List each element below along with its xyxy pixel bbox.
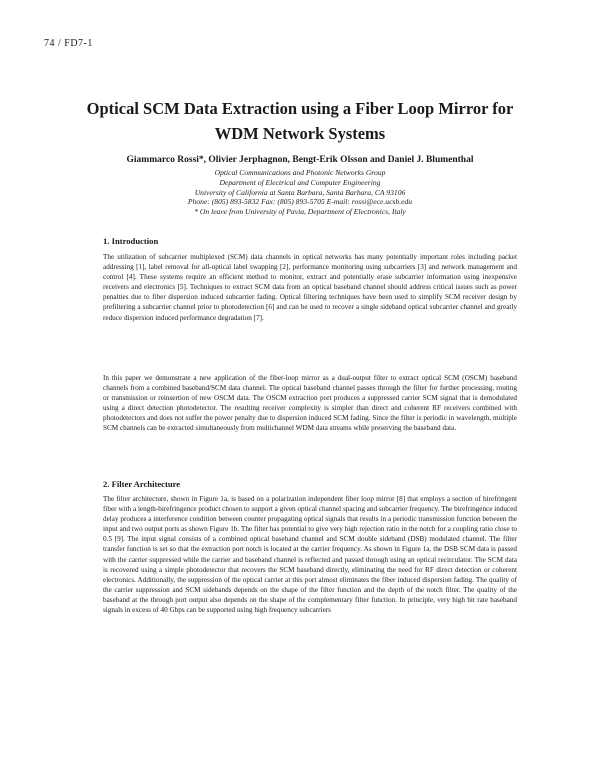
affiliation-university: University of California at Santa Barbara, Santa Barbara, CA 93106 xyxy=(194,187,406,197)
affiliation-contact: Phone: (805) 893-5832 Fax: (805) 893-5705 E-mail: rossi@ece.ucsb.edu xyxy=(187,197,413,207)
filter-architecture-paragraph: The filter architecture, shown in Figure 1a, is based on a polarization independent fiber loop mirror [8] that employs a section of birefringent fiber with a length-birefringence product chosen to support a given optical channel spacing and subcarrier frequency. The birefringence induced delay produces a interference condition between counter propagating optical signals that results in a periodic transmission function between the input and two output ports as shown Figure 1b. The filter has potential to give very high rejection ratio in the notch for a coupling ratio close to 0.5 [9]. The input signal consists of a combined optical baseband channel and SCM double sideband (DSB) modulated channel. The filter transfer function is set so that the extraction port notch is located at the carrier frequency. As shown in Figure 1a, the DSB SCM data is passed with the carrier suppressed while the carrier and baseband channel is reflected and passed through using an optical recirculator. The SCM data is recovered using a simple photodetector that recovers the SCM baseband directly, eliminating the need for RF direct detection or coherent electronics. Additionally, the suppression of the optical carrier at this port almost eliminates the fiber induced dispersion fading. The quality of the carrier suppression and SCM sidebands depends on the shape of the filter function and the depth of the notch filter. The quality of the baseband at the through port output also depends on the shape of the complementary filter function. In principle, very high bit rate baseband signals in excess of 40 Gbps can be supported using high frequency subcarriers xyxy=(103,495,517,615)
introduction-paragraph-1: The utilization of subcarrier multiplexed (SCM) data channels in optical networks has many potentially important roles including packet addressing [1], label removal for all-optical label swapping [2], performance monitoring using subcarriers [3] and network management and control [4]. These systems require an efficient method to monitor, extract and potentially erase subcarrier information using inexpensive receivers and electronics [5]. Techniques to extract SCM data from an optical baseband channel should address critical issues such as power penalties due to fiber dispersion induced subcarrier fading. Optical filtering techniques have been used to simplify SCM receiver design by prefiltering a subcarrier channel prior to photodetection [6] and can be used to recover a single sideband optical subcarrier channel and greatly reduce dispersion induced performance degradation [7]. xyxy=(103,253,517,322)
author-list: Giammarco Rossi*, Olivier Jerphagnon, Bengt-Erik Olsson and Daniel J. Blumenthal xyxy=(126,155,474,165)
section-heading-introduction: 1. Introduction xyxy=(103,236,159,246)
section-heading-filter-architecture: 2. Filter Architecture xyxy=(103,479,181,489)
page-identifier: 74 / FD7-1 xyxy=(44,38,93,49)
introduction-paragraph-2: In this paper we demonstrate a new application of the fiber-loop mirror as a dual-output filter to extract optical SCM (OSCM) baseband channels from a combined baseband/SCM data channel. The optical baseband channel passes through the filter for further processing, routing or transmission or reinsertion of new OSCM data. The OSCM extraction port produces a suppressed carrier SCM signal that is demodulated using a direct detection photodetector. The resulting receiver complexity is simpler than direct and coherent RF receivers combined with photodetectors and does not suffer the power penalty due to dispersion induced SCM fading. Since the filter is periodic in wavelength, multiple SCM channels can be extracted simultaneously from multichannel WDM data streams while preserving the baseband data. xyxy=(103,374,517,433)
paper-title-line-1: Optical SCM Data Extraction using a Fiber Loop Mirror for xyxy=(86,99,514,118)
affiliation-group: Optical Communications and Photonic Networks Group xyxy=(214,168,386,177)
affiliation-department: Department of Electrical and Computer Engineering xyxy=(219,177,381,187)
affiliation-on-leave-note: * On leave from University of Pavia, Department of Electronics, Italy xyxy=(194,207,406,217)
paper-title-line-2: WDM Network Systems xyxy=(214,124,386,143)
